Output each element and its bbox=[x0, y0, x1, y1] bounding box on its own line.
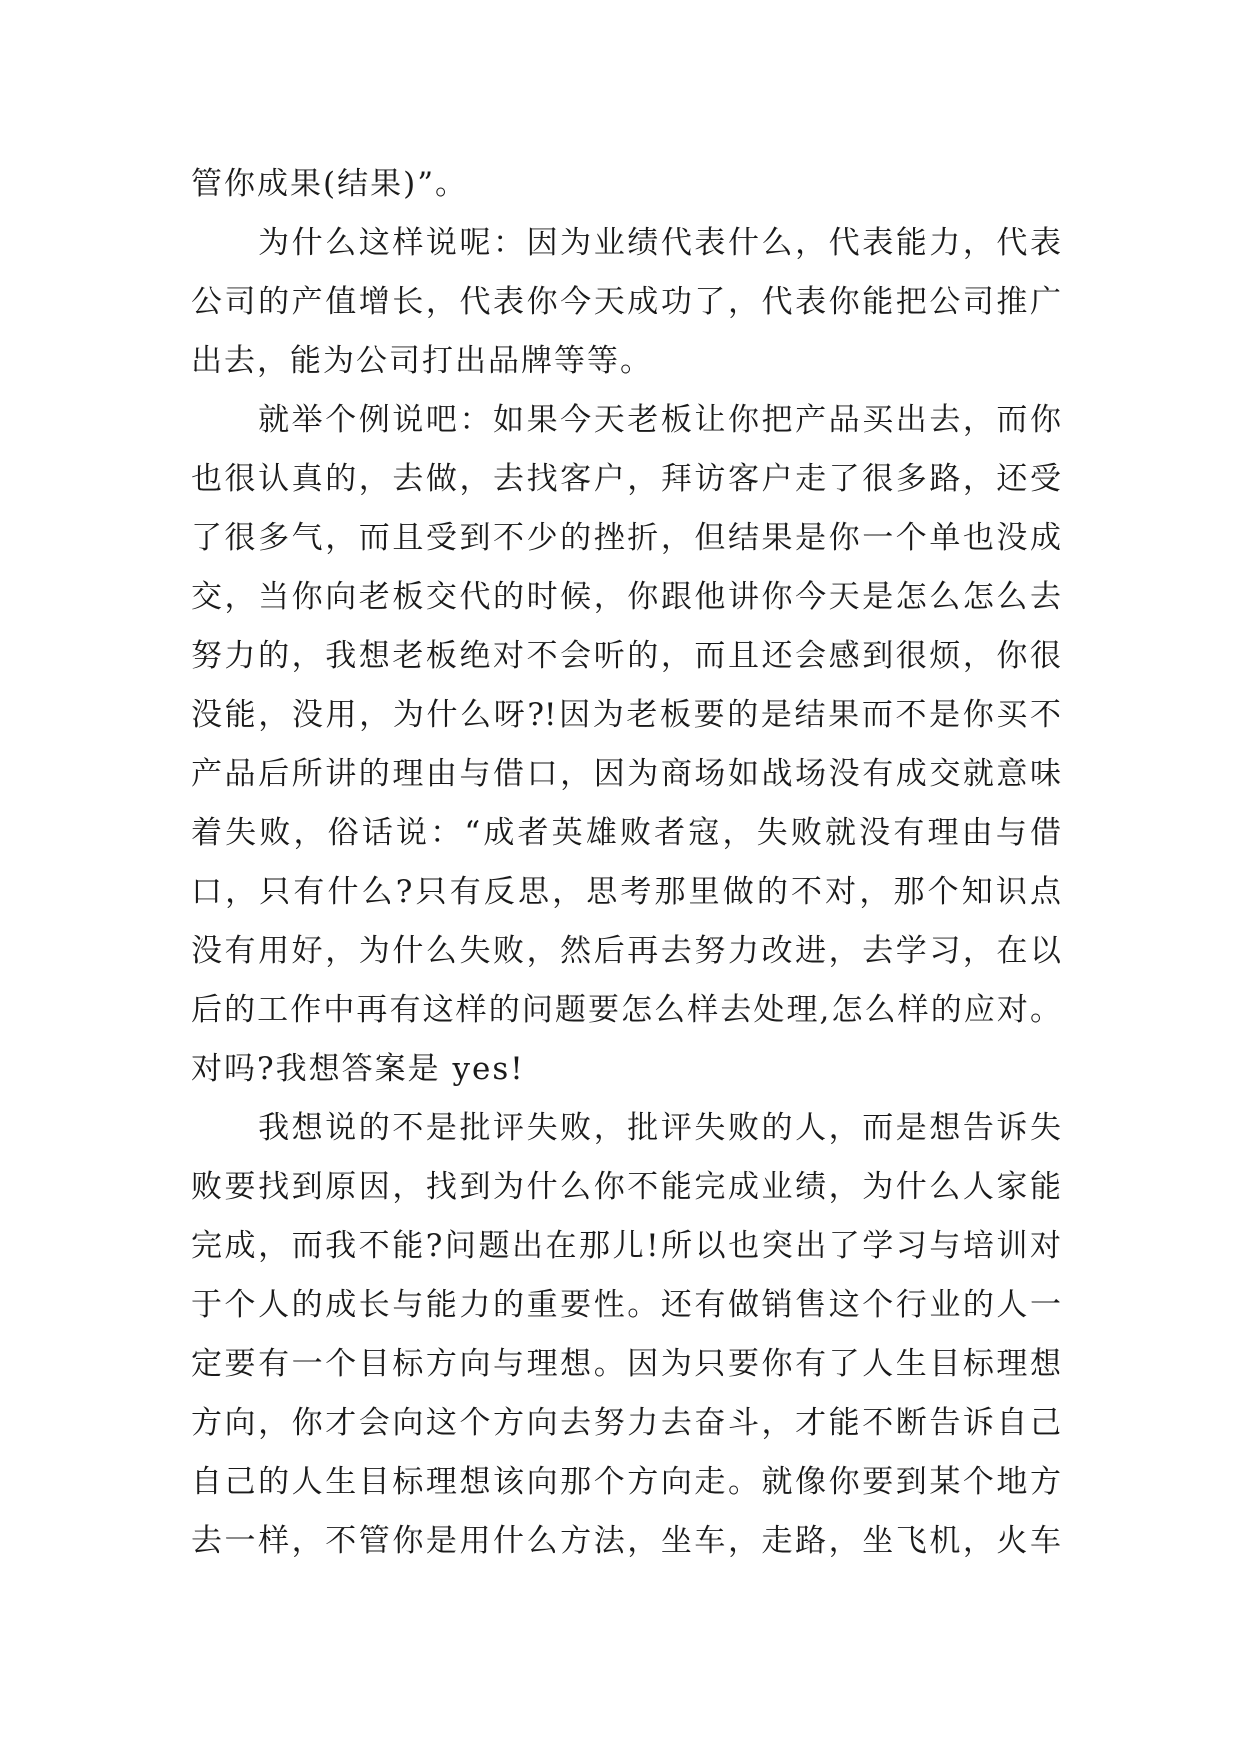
text-line: 后的工作中再有这样的问题要怎么样去处理,怎么样的应对。 bbox=[191, 992, 1061, 1028]
text-line: 对吗?我想答案是 yes! bbox=[191, 1051, 525, 1087]
text-line: 我想说的不是批评失败，批评失败的人，而是想告诉失 bbox=[191, 1110, 1061, 1146]
text-line: 努力的，我想老板绝对不会听的，而且还会感到很烦，你很 bbox=[191, 638, 1061, 674]
text-line: 败要找到原因，找到为什么你不能完成业绩，为什么人家能 bbox=[191, 1169, 1061, 1205]
text-line: 交，当你向老板交代的时候，你跟他讲你今天是怎么怎么去 bbox=[191, 579, 1061, 615]
text-line: 去一样，不管你是用什么方法，坐车，走路，坐飞机，火车 bbox=[191, 1523, 1061, 1559]
text-line: 没有用好，为什么失败，然后再去努力改进，去学习，在以 bbox=[191, 933, 1061, 969]
text-line: 方向，你才会向这个方向去努力去奋斗，才能不断告诉自己 bbox=[191, 1405, 1061, 1441]
text-line: 公司的产值增长，代表你今天成功了，代表你能把公司推广 bbox=[191, 284, 1061, 320]
text-line: 产品后所讲的理由与借口，因为商场如战场没有成交就意味 bbox=[191, 756, 1061, 792]
text-line: 没能，没用，为什么呀?!因为老板要的是结果而不是你买不 bbox=[191, 697, 1061, 733]
text-line: 于个人的成长与能力的重要性。还有做销售这个行业的人一 bbox=[191, 1287, 1061, 1323]
text-line: 就举个例说吧：如果今天老板让你把产品买出去，而你 bbox=[191, 402, 1061, 438]
text-line: 着失败，俗话说：“成者英雄败者寇，失败就没有理由与借 bbox=[191, 815, 1061, 851]
text-line: 定要有一个目标方向与理想。因为只要你有了人生目标理想 bbox=[191, 1346, 1061, 1382]
text-line: 了很多气，而且受到不少的挫折，但结果是你一个单也没成 bbox=[191, 520, 1061, 556]
document-body bbox=[191, 155, 1061, 1571]
text-line: 出去，能为公司打出品牌等等。 bbox=[191, 343, 653, 379]
text-line: 口，只有什么?只有反思，思考那里做的不对，那个知识点 bbox=[191, 874, 1061, 910]
text-line: 也很认真的，去做，去找客户，拜访客户走了很多路，还受 bbox=[191, 461, 1061, 497]
text-line: 完成，而我不能?问题出在那儿!所以也突出了学习与培训对 bbox=[191, 1228, 1061, 1264]
text-line: 为什么这样说呢：因为业绩代表什么，代表能力，代表 bbox=[191, 225, 1061, 261]
text-line: 管你成果(结果)”。 bbox=[191, 166, 469, 202]
text-line: 自己的人生目标理想该向那个方向走。就像你要到某个地方 bbox=[191, 1464, 1061, 1500]
